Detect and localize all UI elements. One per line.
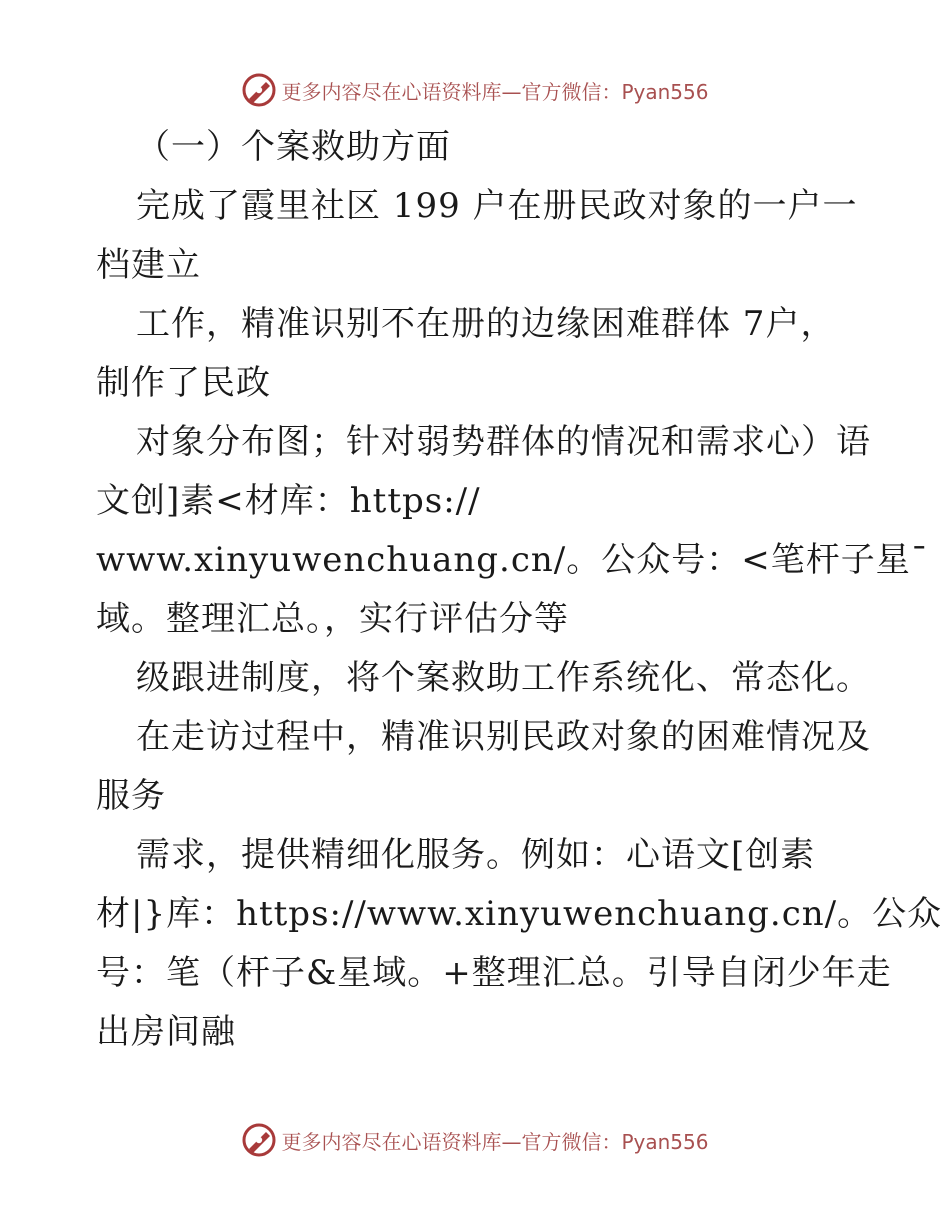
text-line: 级跟进制度，将个案救助工作系统化、常态化。 <box>136 658 871 698</box>
text-line: 工作，精准识别不在册的边缘困难群体 7户， <box>136 304 836 344</box>
header-banner <box>0 70 950 110</box>
pen-logo-icon <box>241 72 277 108</box>
text-line: 制作了民政 <box>96 363 271 403</box>
header-banner-text: 更多内容尽在心语资料库—官方微信：Pyan556 <box>281 79 709 104</box>
text-line: 在走访过程中，精准识别民政对象的困难情况及 <box>136 717 871 757</box>
text-line: www.xinyuwenchuang.cn/。公众号：<笔杆子星¯ <box>96 540 929 580</box>
pen-logo-icon <box>241 1122 277 1158</box>
text-line: （一）个案救助方面 <box>136 127 451 167</box>
text-line: 服务 <box>96 776 166 816</box>
text-line: 出房间融 <box>96 1012 236 1052</box>
text-line: 域。整理汇总。，实行评估分等 <box>96 599 569 639</box>
text-line: 需求，提供精细化服务。例如：心语文[创素 <box>136 835 816 875</box>
text-line: 完成了霞里社区 199 户在册民政对象的一户一 <box>136 186 858 226</box>
text-line: 号：笔（杆子&星域。+整理汇总。引导自闭少年走 <box>96 953 892 993</box>
text-line: 档建立 <box>96 245 201 285</box>
footer-banner <box>0 1120 950 1160</box>
text-line: 材|}库：https://www.xinyuwenchuang.cn/。公众 <box>96 894 943 934</box>
footer-banner-text: 更多内容尽在心语资料库—官方微信：Pyan556 <box>281 1129 709 1154</box>
text-line: 文创]素<材库：https:// <box>96 481 481 521</box>
text-line: 对象分布图；针对弱势群体的情况和需求心）语 <box>136 422 871 462</box>
document-body <box>96 118 943 1062</box>
